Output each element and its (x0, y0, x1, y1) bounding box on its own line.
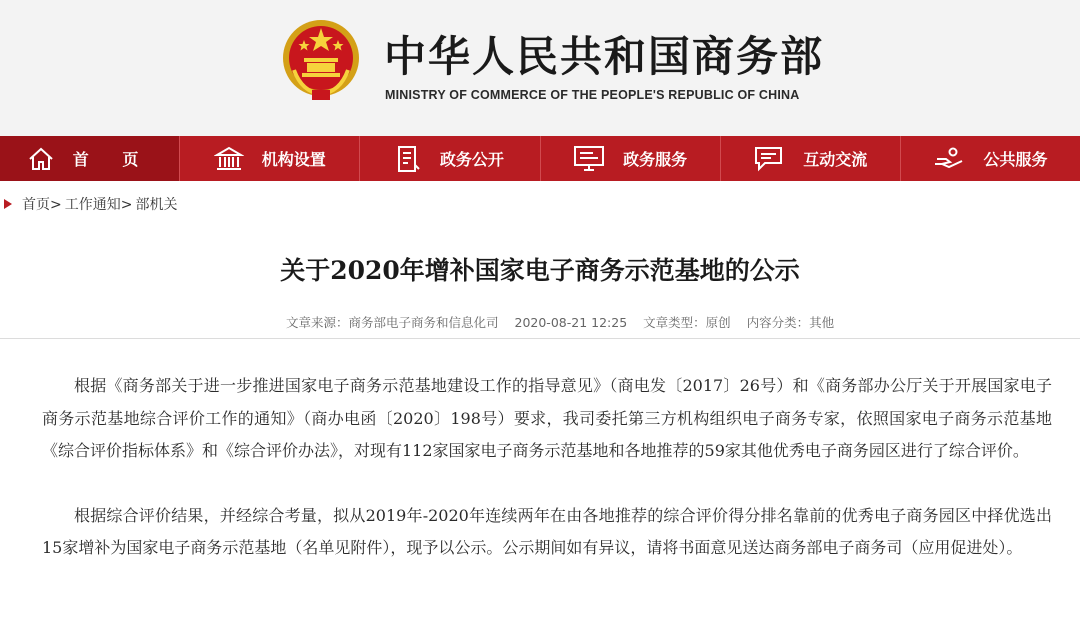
nav-item-label: 政务服务 (623, 150, 688, 169)
nav-item-label: 互动交流 (803, 150, 868, 169)
article-paragraph: 根据《商务部关于进一步推进国家电子商务示范基地建设工作的指导意见》（商电发〔2017〕26号）和《商务部办公厅关于开展国家电子商务示范基地综合评价工作的通知》（商办电函〔2020〕198号）要求，我司委托第三方机构组织电子商务专家，依照国家电子商务示范基地《综合评价指标体系》和《综合评价办法》，对现有112家国家电子商务示范基地和各地推荐的59家其他优秀电子商务园区进行了综合评价。 (42, 376, 1052, 460)
site-header (0, 0, 1080, 136)
nav-item-interaction[interactable] (721, 136, 901, 181)
breadcrumb-arrow-icon (4, 199, 12, 209)
monitor-icon (573, 145, 605, 173)
document-icon (396, 145, 422, 173)
nav-item-government-services[interactable] (541, 136, 721, 181)
article-date: 2020-08-21 12:25 (514, 315, 628, 330)
nav-item-label: 公共服务 (983, 150, 1048, 169)
home-icon (27, 146, 55, 172)
divider (0, 338, 1080, 339)
breadcrumb (0, 194, 177, 214)
article-paragraph: 根据综合评价结果，并经综合考量，拟从2019年-2020年连续两年在由各地推荐的综合评价得分排名靠前的优秀电子商务园区中择优选出15家增补为国家电子商务示范基地（名单见附件），现予以公示。公示期间如有异议，请将书面意见送达商务部电子商务司（应用促进处）。 (42, 505, 1052, 557)
chat-icon (753, 145, 785, 173)
site-title-chinese[interactable]: 中华人民共和国商务部 (384, 32, 825, 81)
nav-item-label: 政务公开 (439, 150, 504, 169)
national-emblem-icon[interactable] (282, 18, 360, 102)
nav-item-government-affairs[interactable] (360, 136, 540, 181)
article-meta (286, 314, 846, 332)
article-title: 关于2020年增补国家电子商务示范基地的公示 (280, 256, 800, 285)
nav-item-label: 首 页 (72, 150, 153, 169)
nav-item-public-services[interactable] (901, 136, 1080, 181)
article-source: 文章来源：商务部电子商务和信息化司 (286, 315, 499, 330)
main-nav (0, 136, 1080, 181)
breadcrumb-link-department[interactable]: 部机关 (135, 197, 178, 213)
article-body (42, 370, 1052, 597)
institution-icon (214, 146, 244, 172)
nav-item-label: 机构设置 (261, 150, 326, 169)
article-category: 内容分类：其他 (746, 315, 835, 330)
nav-item-home[interactable] (0, 136, 180, 181)
breadcrumb-link-notices[interactable]: 工作通知> (64, 197, 133, 213)
nav-item-institutions[interactable] (180, 136, 360, 181)
site-title-english: MINISTRY OF COMMERCE OF THE PEOPLE'S REPUBLIC OF CHINA (385, 88, 800, 102)
breadcrumb-link-home[interactable]: 首页> (22, 197, 62, 213)
service-hand-icon (933, 146, 965, 172)
article-type: 文章类型：原创 (643, 315, 731, 330)
